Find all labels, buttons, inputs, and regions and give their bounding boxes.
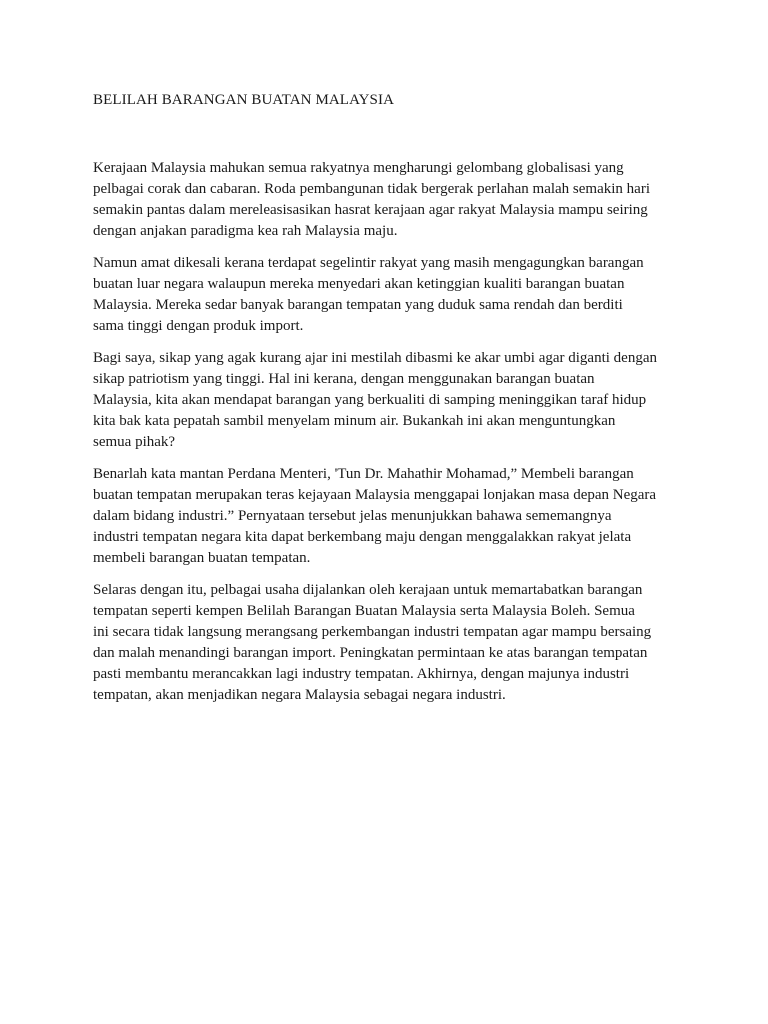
text-line: Benarlah kata mantan Perdana Menteri, 'Tun Dr. Mahathir Mohamad,” Membeli barangan: [93, 466, 634, 482]
paragraph-4: [93, 464, 693, 569]
text-line: buatan tempatan merupakan teras kejayaan Malaysia menggapai lonjakan masa depan Negara: [93, 487, 657, 503]
text-line: dengan anjakan paradigma kea rah Malaysia maju.: [93, 223, 398, 239]
text-line: tempatan seperti kempen Belilah Barangan Buatan Malaysia serta Malaysia Boleh. Semua: [93, 603, 635, 619]
text-line: buatan luar negara walaupun mereka menyedari akan ketinggian kualiti barangan buatan: [93, 276, 625, 292]
paragraph-5: [93, 580, 693, 706]
text-line: semua pihak?: [93, 434, 176, 450]
text-line: ini secara tidak langsung merangsang perkembangan industri tempatan agar mampu bersaing: [93, 624, 652, 640]
text-line: sama tinggi dengan produk import.: [93, 318, 304, 334]
text-line: Namun amat dikesali kerana terdapat segelintir rakyat yang masih mengagungkan barangan: [93, 255, 644, 271]
document-body: [93, 158, 693, 717]
text-line: Malaysia. Mereka sedar banyak barangan tempatan yang duduk sama rendah dan berditi: [93, 297, 623, 313]
paragraph-2: [93, 253, 693, 337]
text-line: sikap patriotism yang tinggi. Hal ini kerana, dengan menggunakan barangan buatan: [93, 371, 595, 387]
text-line: pelbagai corak dan cabaran. Roda pembangunan tidak bergerak perlahan malah semakin hari: [93, 181, 650, 197]
text-line: pasti membantu merancakkan lagi industry tempatan. Akhirnya, dengan majunya industri: [93, 666, 630, 682]
text-line: tempatan, akan menjadikan negara Malaysia sebagai negara industri.: [93, 687, 506, 703]
text-line: membeli barangan buatan tempatan.: [93, 550, 311, 566]
paragraph-3: [93, 348, 693, 453]
text-line: industri tempatan negara kita dapat berkembang maju dengan menggalakkan rakyat jelata: [93, 529, 632, 545]
text-line: kita bak kata pepatah sambil menyelam minum air. Bukankah ini akan menguntungkan: [93, 413, 616, 429]
text-line: Malaysia, kita akan mendapat barangan yang berkualiti di samping meninggikan taraf hidup: [93, 392, 647, 408]
text-line: dalam bidang industri.” Pernyataan tersebut jelas menunjukkan bahawa sememangnya: [93, 508, 612, 524]
document-title: BELILAH BARANGAN BUATAN MALAYSIA: [93, 92, 395, 108]
paragraph-1: [93, 158, 693, 242]
text-line: dan malah menandingi barangan import. Peningkatan permintaan ke atas barangan tempatan: [93, 645, 648, 661]
text-line: Selaras dengan itu, pelbagai usaha dijalankan oleh kerajaan untuk memartabatkan barangan: [93, 582, 643, 598]
text-line: semakin pantas dalam mereleasisasikan hasrat kerajaan agar rakyat Malaysia mampu seiring: [93, 202, 648, 218]
text-line: Bagi saya, sikap yang agak kurang ajar ini mestilah dibasmi ke akar umbi agar diganti dengan: [93, 350, 657, 366]
text-line: Kerajaan Malaysia mahukan semua rakyatnya mengharungi gelombang globalisasi yang: [93, 160, 624, 176]
